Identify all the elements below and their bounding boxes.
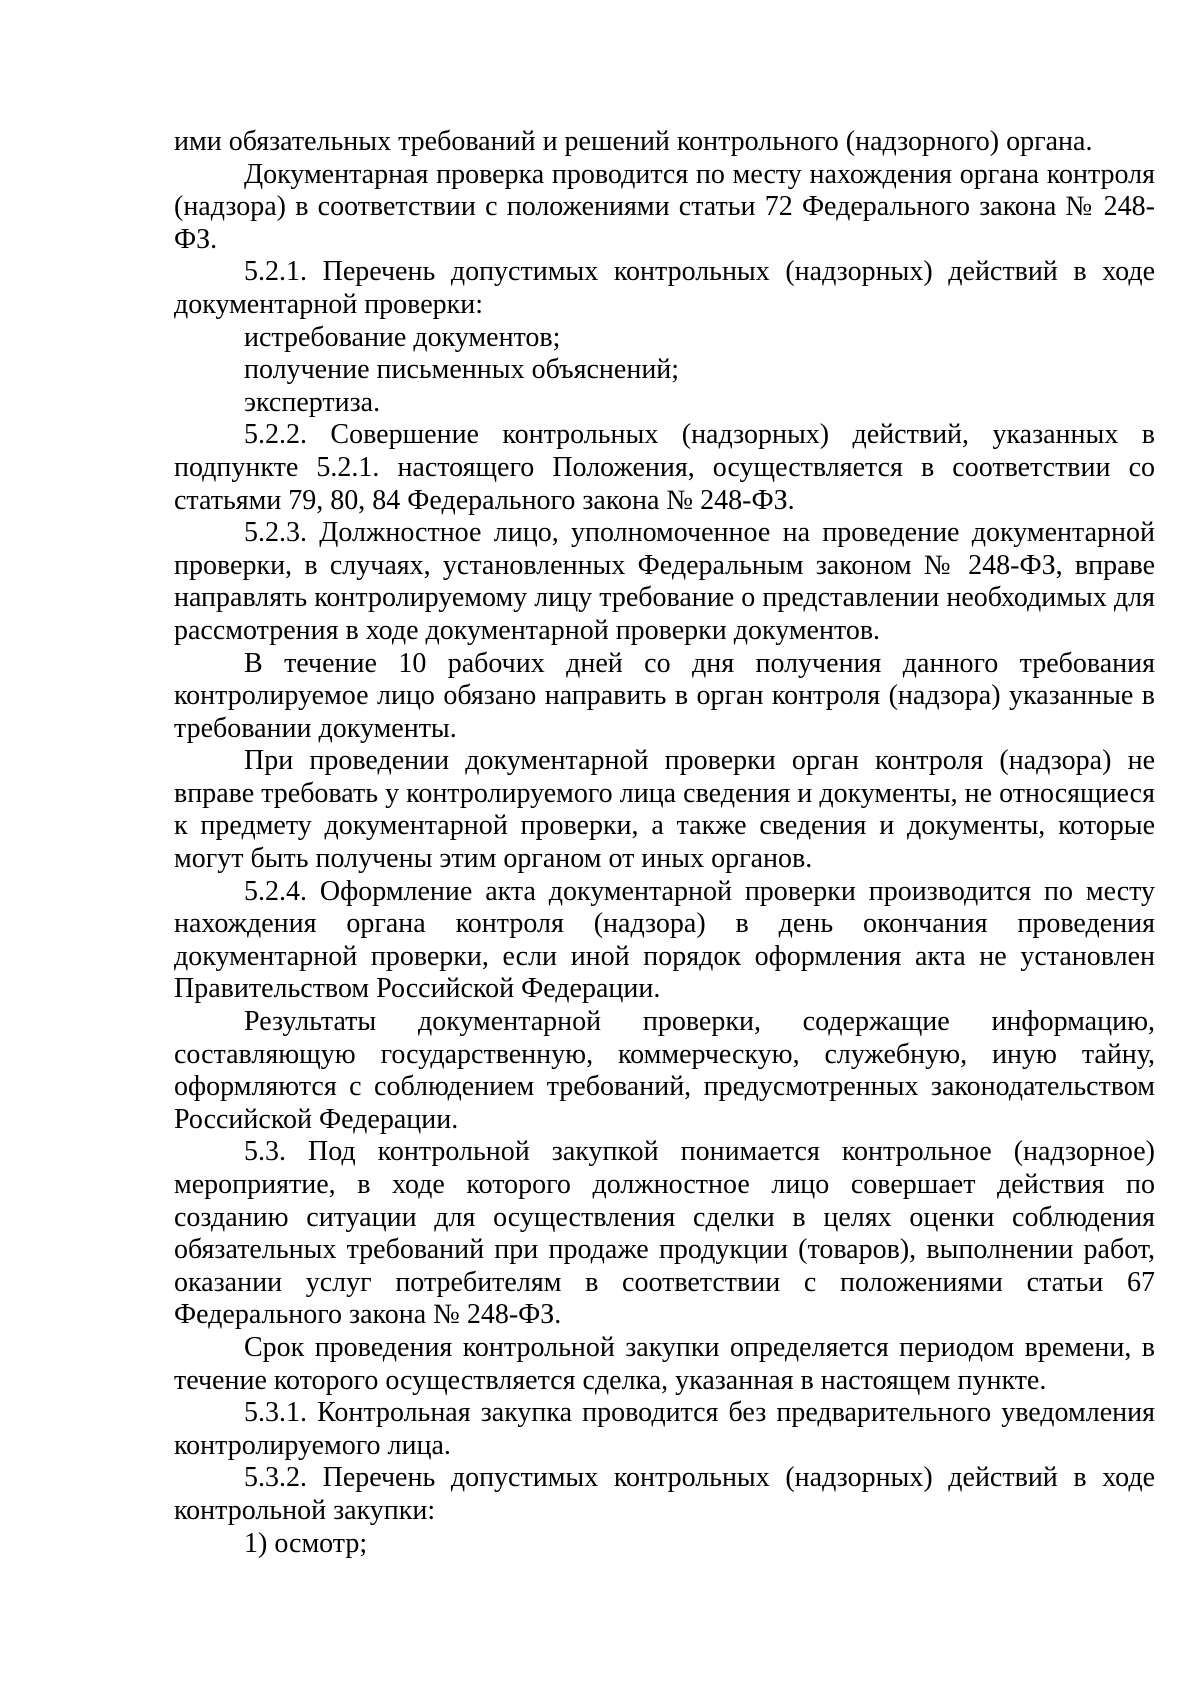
paragraph: Документарная проверка проводится по месту нахождения органа контроля (надзора) в соответствии с положениями статьи 72 Федерального закона № 248-ФЗ.: [174, 158, 1155, 255]
list-item: получение письменных объяснений;: [244, 354, 680, 386]
paragraph-clause-5-3-1: 5.3.1. Контрольная закупка проводится без предварительного уведомления контролируемого лица.: [174, 1397, 1155, 1461]
document-body: [174, 126, 1155, 1560]
list-item: 1) осмотр;: [244, 1527, 368, 1559]
paragraph-clause-5-2-4: 5.2.4. Оформление акта документарной проверки производится по месту нахождения органа контроля (надзора) в день окончания проведения документарной проверки, если иной порядок оформления акта не установлен Правительством Российской Федерации.: [174, 875, 1155, 1005]
list-item: истребование документов;: [244, 321, 561, 353]
paragraph-clause-5-3: 5.3. Под контрольной закупкой понимается контрольное (надзорное) мероприятие, в ходе которого должностное лицо совершает действия по созданию ситуации для осуществления сделки в целях оценки соблюдения обязательных требований при продаже продукции (товаров), выполнении работ, оказании услуг потребителям в соответствии с положениями статьи 67 Федерального закона № 248-ФЗ.: [174, 1136, 1155, 1331]
paragraph: При проведении документарной проверки орган контроля (надзора) не вправе требовать у контролируемого лица сведения и документы, не относящиеся к предмету документарной проверки, а также сведения и документы, которые могут быть получены этим органом от иных органов.: [174, 745, 1155, 875]
paragraph: Срок проведения контрольной закупки определяется периодом времени, в течение которого осуществляется сделка, указанная в настоящем пункте.: [174, 1331, 1155, 1396]
paragraph-continuation: ими обязательных требований и решений контрольного (надзорного) органа.: [174, 126, 1093, 157]
list-item: экспертиза.: [244, 386, 381, 418]
paragraph-clause-5-2-2: 5.2.2. Совершение контрольных (надзорных) действий, указанных в подпункте 5.2.1. настоящего Положения, осуществляется в соответствии со статьями 79, 80, 84 Федерального закона № 248-ФЗ.: [174, 419, 1155, 516]
paragraph-clause-5-2-3: 5.2.3. Должностное лицо, уполномоченное на проведение документарной проверки, в случаях, установленных Федеральным законом № 248-ФЗ, вправе направлять контролируемому лицу требование о представлении необходимых для рассмотрения в ходе документарной проверки документов.: [174, 517, 1155, 646]
paragraph-clause-5-2-1: 5.2.1. Перечень допустимых контрольных (надзорных) действий в ходе документарной проверки:: [174, 256, 1155, 320]
paragraph: Результаты документарной проверки, содержащие информацию, составляющую государственную, коммерческую, служебную, иную тайну, оформляются с соблюдением требований, предусмотренных законодательством Российской Федерации.: [174, 1006, 1155, 1135]
paragraph-clause-5-3-2: 5.3.2. Перечень допустимых контрольных (надзорных) действий в ходе контрольной закупки:: [174, 1462, 1155, 1526]
paragraph: В течение 10 рабочих дней со дня получения данного требования контролируемое лицо обязано направить в орган контроля (надзора) указанные в требовании документы.: [174, 647, 1155, 744]
